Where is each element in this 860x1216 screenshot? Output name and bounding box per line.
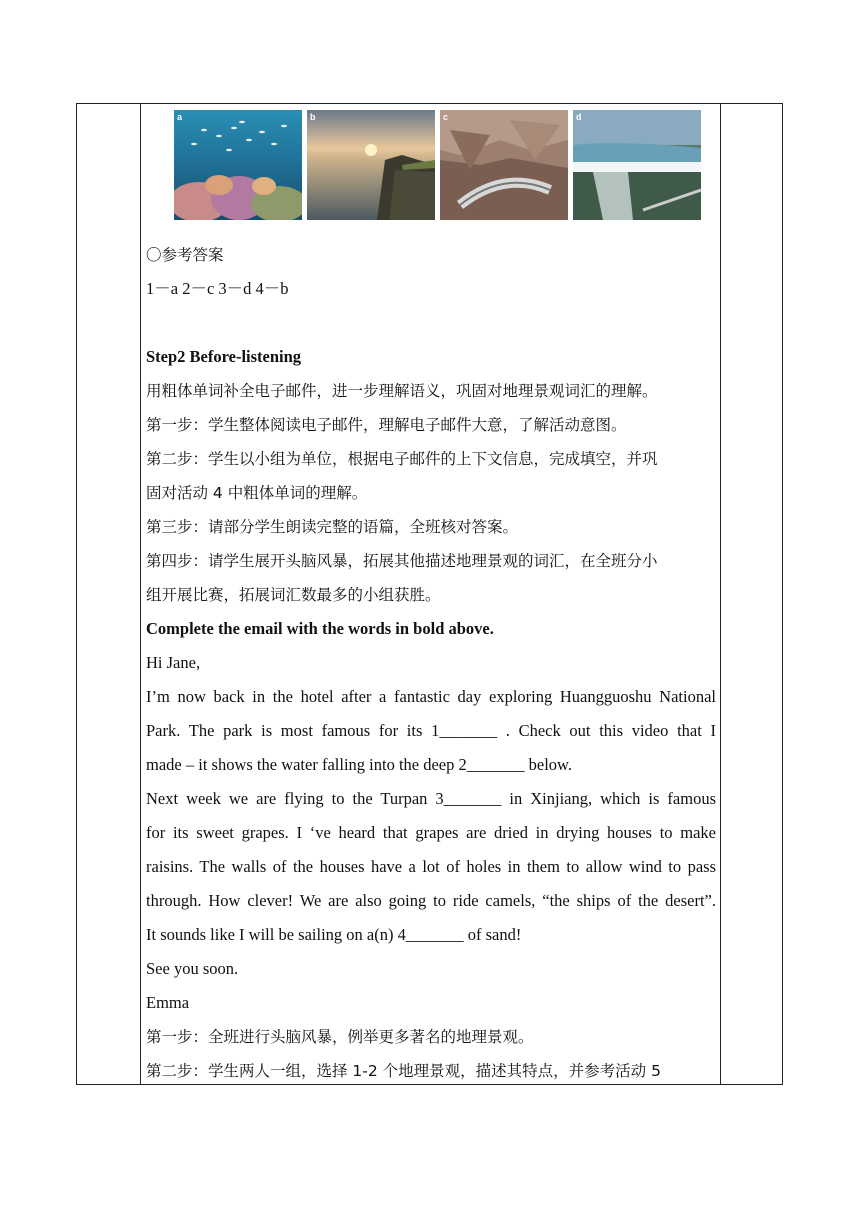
email-line: Next week we are flying to the Turpan 3_______ in Xinjiang, which is famous <box>146 789 716 808</box>
email-line: for its sweet grapes. I ‘ve heard that grapes are dried in drying houses to make <box>146 823 716 842</box>
followup-line: 第二步：学生两人一组，选择 1-2 个地理景观，描述其特点，并参考活动 5 <box>146 1062 661 1080</box>
photo-d-waterfall <box>573 110 701 220</box>
answer-line: 1－a 2－c 3－d 4－b <box>146 279 289 298</box>
email-line: It sounds like I will be sailing on a(n) 4_______ of sand! <box>146 925 522 944</box>
instruction-line: 固对活动 4 中粗体单词的理解。 <box>146 484 368 502</box>
email-closing: See you soon. <box>146 959 239 978</box>
followup-line: 第一步：全班进行头脑风暴，例举更多著名的地理景观。 <box>146 1028 534 1046</box>
instruction-line: 用粗体单词补全电子邮件，进一步理解语义，巩固对地理景观词汇的理解。 <box>146 382 658 400</box>
email-signature: Emma <box>146 993 190 1012</box>
photo-label: d <box>576 112 582 122</box>
answer-heading: 〇参考答案 <box>146 246 224 264</box>
instruction-line: 第一步：学生整体阅读电子邮件，理解电子邮件大意，了解活动意图。 <box>146 416 627 434</box>
step2-title: Step2 Before-listening <box>146 347 302 366</box>
column-divider-left <box>140 104 141 1084</box>
instruction-line: 组开展比赛，拓展词汇数最多的小组获胜。 <box>146 586 441 604</box>
email-line: made – it shows the water falling into the deep 2_______ below. <box>146 755 573 774</box>
email-task: Complete the email with the words in bold above. <box>146 619 494 638</box>
content-cell <box>146 110 716 1088</box>
photo-c-canyon-skywalk <box>440 110 568 220</box>
email-line: through. How clever! We are also going to ride camels, “the ships of the desert”. <box>146 891 716 910</box>
email-line: Park. The park is most famous for its 1_______ . Check out this video that I <box>146 721 716 740</box>
photo-label: a <box>177 112 183 122</box>
photo-b-sea-cliff <box>307 110 435 220</box>
instruction-line: 第三步：请部分学生朗读完整的语篇，全班核对答案。 <box>146 518 519 536</box>
email-line: I’m now back in the hotel after a fantastic day exploring Huangguoshu National <box>146 687 716 706</box>
column-divider-right <box>720 104 721 1084</box>
photo-label: c <box>443 112 449 122</box>
email-line: raisins. The walls of the houses have a lot of holes in them to allow wind to pass <box>146 857 716 876</box>
photo-a-coral-reef <box>174 110 302 220</box>
email-greeting: Hi Jane, <box>146 653 201 672</box>
photo-label: b <box>310 112 316 122</box>
photo-strip <box>174 110 716 220</box>
instruction-line: 第四步：请学生展开头脑风暴，拓展其他描述地理景观的词汇，在全班分小 <box>146 552 658 570</box>
instruction-line: 第二步：学生以小组为单位，根据电子邮件的上下文信息，完成填空，并巩 <box>146 450 658 468</box>
